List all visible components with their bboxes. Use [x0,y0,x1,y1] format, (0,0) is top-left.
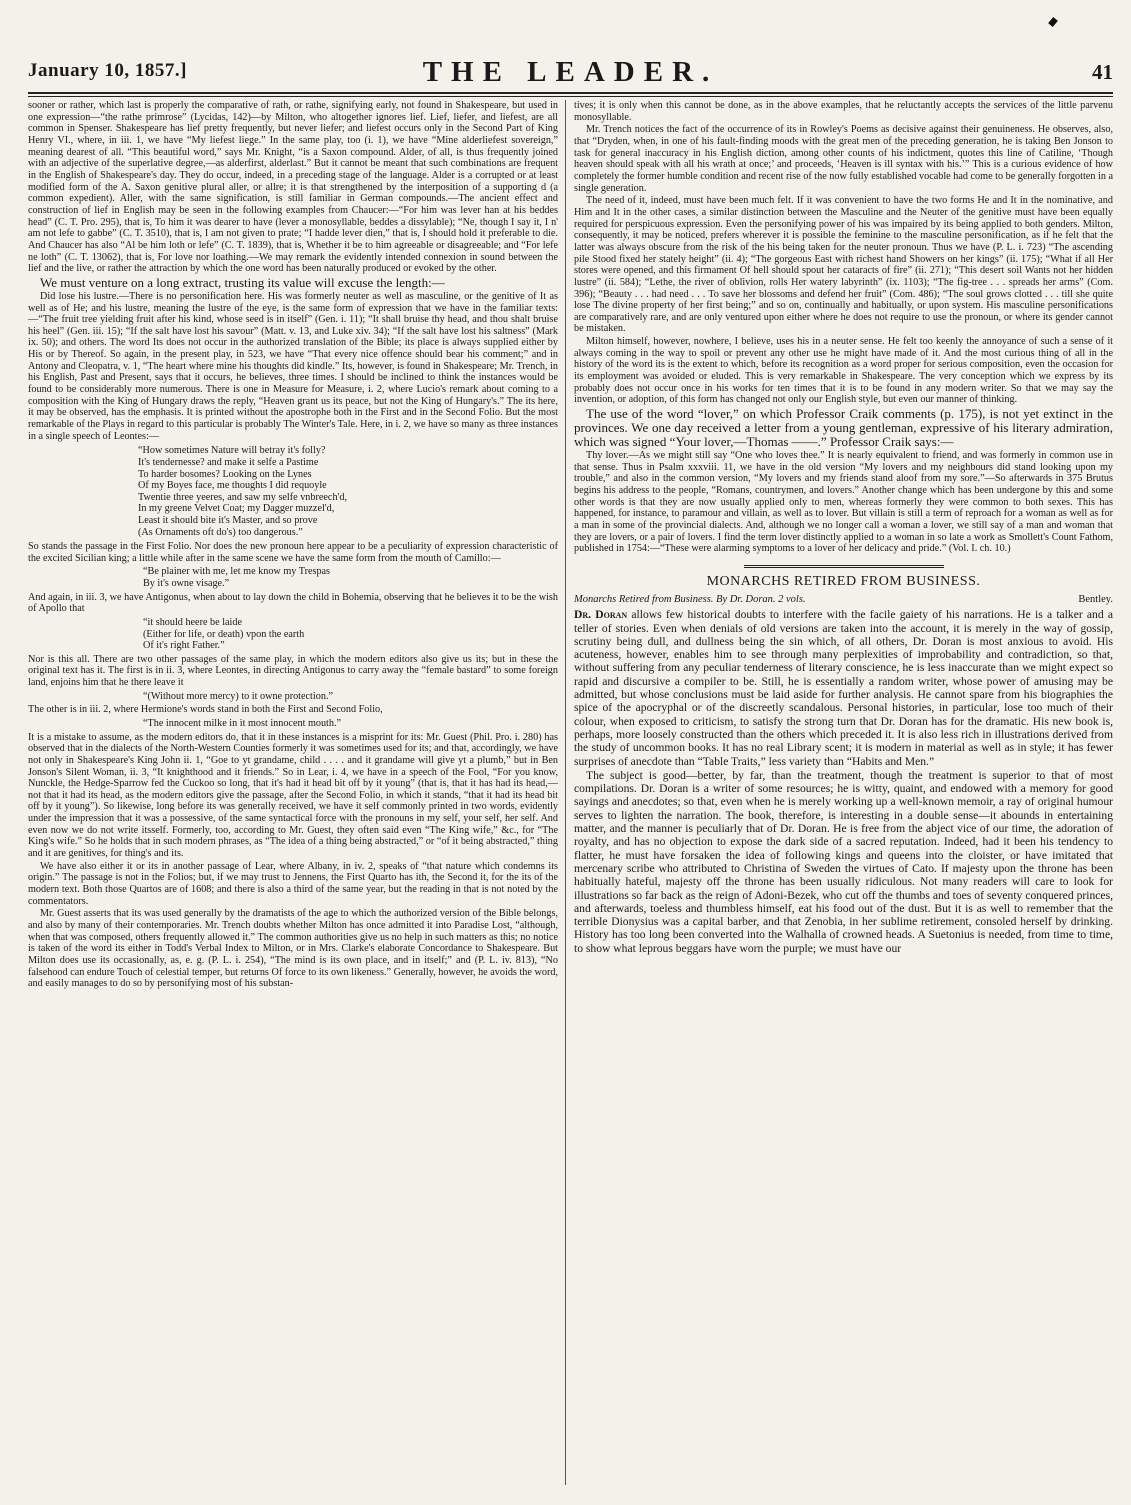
verse-line: “it should heere be laide [143,616,243,628]
review-title: MONARCHS RETIRED FROM BUSINESS. [706,573,981,589]
column-divider [565,100,566,1485]
extract-paragraph: Did lose his lustre.—There is no personification here. His was formerly neuter as well as masculine, or the genitive of It as well as of He; and his lustre, meaning the lustre of the eye, is the same form of expression that we have in the familiar texts:—“The fruit tree yielding fruit after his kind, whose seed is in itself” (Gen. i. 11); “It shall bruise thy head, and thou shalt bruise his heel” (Gen. iii. 15); “If the salt have lost his savour” (Matt. v. 13, and Luke xiv. 34); “If the salt have lost his saltness” (Mark ix. 50); and others. The word Its does not occur in the authorized translation of the Bible; its place is always supplied either by His or by Thereof. So again, in the present play, in 523, we have “That every nice offence should bear his comment;” and in Antony and Cleopatra, v. 1, “The heart where mine his thoughts did kindle.” Its, however, is found in Shakespeare; Mr. Trench, in his English, Past and Present, says that it occurs, he believes, three times. I should be inclined to think the instances would be found to be considerably more numerous. There is one in Measure for Measure, i. 2, where Lucio's remark about coming to a composition with the King of Hungary draws the reply, “Heaven grant us its peace, but not the King of Hungary's.” The its here, it may be observed, has the emphasis. It is printed without the apostrophe both in the First and in the Second Folio. But the most remarkable of the Plays in regard to this particular is probably The Winter's Tale. Here, in i. 2, we have so many as three instances in a single speech of Leontes:— [28,290,558,442]
extract-paragraph: So stands the passage in the First Folio. Nor does the new pronoun here appear to be a peculiarity of expression characteristic of the excited Sicilian king; a little while after in the same scene we have the same form from the mouth of Camillo:— [28,541,558,564]
header-rule [28,92,1113,94]
extract-paragraph: Mr. Trench notices the fact of the occurrence of its in Rowley's Poems as decisive against their genuineness. He observes, also, that “Dryden, when, in one of his fault-finding moods with the great men of the preceding generation, he is taking Ben Jonson to task for general inaccuracy in his English diction, among other counts of his indictment, quotes this line of Catiline, ‘Though heaven should speak with all his wrath at once;’ and proceeds, ‘Heaven is ill syntax with his.’” This is a curious evidence of how completely the former humble condition and recent rise of the now fully established vocable had come to be generally forgotten in a single generation. [574,124,1113,194]
verse-quote [28,718,558,730]
verse-line: Of it's right Father.” [143,640,225,652]
verse-line: (Either for life, or death) vpon the earth [143,628,305,640]
extract-paragraph: We have also either it or its in another passage of Lear, where Albany, in iv. 2, speaks of “that nature which condemns its origin.” The passage is not in the Folios; but, if we may trust to Jennens, the First Quarto has ith, the Second it, for the its of the modern text. Both those Quartos are of 1608; and there is also a third of the same year, but the reading in that is not noted by the commentators. [28,860,558,907]
review-paragraph [574,608,1113,768]
craik-intro: The use of the word “lover,” on which Professor Craik comments (p. 175), is not yet extinct in the provinces. We one day received a letter from a young gentleman, expressive of his literary admiration, which was signed “Your lover,—Thomas ——.” Professor Craik says:— [574,406,1113,450]
extract-paragraph: The need of it, indeed, must have been much felt. If it was convenient to have the two forms He and It in the nominative, and Him and It in the other cases, a similar distinction between the Masculine and the Neuter of the genitive must have been equally required for perspicuous expression. Even the personifying power of his was impaired by its being applied to both genders. Milton, consequently, it may be noticed, prefers wherever it is possible the feminine to the masculine personification, as if he felt that the latter was always obscure from the risk of the his being taken for the neuter pronoun. Thus we have (P. L. i. 723) “The ascending pile Stood fixed her stately height” (ii. 4); “The gorgeous East with richest hand Showers on her kings” (ii. 175); “What if all Her stores were opened, and this firmament Of hell should spout her cataracts of fire” (ii. 271); “This desert soil Wants not her hidden lustre” (ii. 584); “Lethe, the river of oblivion, rolls Her watery labyrinth” (ix. 1103); “The fig-tree . . . spreads her arms” (Com. 396); “Beauty . . . had need . . . To save her blossoms and defend her fruit” (Com. 486); “The soul grows clotted . . . till she quite lose The divine property of her first being;” and so on, continually and habitually, or upon system. His masculine personifications are comparatively rare, and are only ventured upon either where he does not require to use the pronoun, or where its gender cannot be mistaken. [574,195,1113,335]
extract-intro: We must venture on a long extract, trusting its value will excuse the length:— [40,274,445,290]
section-rule [744,565,944,568]
publisher: Bentley. [1078,593,1113,605]
verse-quote [28,566,558,589]
verse-line: In my greene Velvet Coat; my Dagger muzzel'd, [138,503,335,515]
extract-paragraph: And again, in iii. 3, we have Antigonus, when about to lay down the child in Bohemia, observing that he believes it to be the wish of Apollo that [28,591,558,615]
verse-line: To harder bosomes? Looking on the Lynes [138,468,312,480]
craik-extract: Thy lover.—As we might still say “One who loves thee.” It is nearly equivalent to friend, and was formerly in common use in that sense. Thus in Psalm xxxviii. 11, we have in the old version “My lovers and my neighbours did stand looking upon my trouble,” and also in the common version, “My lovers and my friends stand aloof from my sore.”—So afterwards in 375 Brutus begins his address to the people, “Romans, countrymen, and lovers.” Another change which has been undergone by this and some other words is that they are now usually applied only to men, whereas formerly they were common to both sexes. This has happened, for instance, to paramour and villain, as well as to lover. But villain is still a term of reproach for a woman as well as for a man in some of the provincial dialects. And, although we no longer call a woman a lover, we still say of a man and woman that they are lovers, or a pair of lovers. I find the term lover distinctly applied to a woman in so late a work as Smollett's Count Fathom, published in 1754:—“These were alarming symptoms to a lover of her delicacy and pride.” (Vol. I. ch. 10.) [574,450,1113,555]
extract-paragraph: Mr. Guest asserts that its was used generally by the dramatists of the age to which the authorized version of the Bible belongs, and also by many of their contemporaries. Mr. Trench doubts whether Milton has once admitted it into Paradise Lost, “although, when that was composed, others frequently allowed it.” The common authorities give us no help in such matters as this; no notice is taken of the word its either in Todd's Verbal Index to Milton, or in Mrs. Clarke's elaborate Concordance to Shakespeare. But Milton does use its occasionally, as, e. g. (P. L. i. 254), “The mind is its own place, and in itself;” and (P. L. iv. 813), “No falsehood can endure Touch of celestial temper, but returns Of force to its own likeness.” Generally, however, he avoids the word, and easily manages to do so by personifying most of his substan- [28,908,558,990]
extract-paragraph: It is a mistake to assume, as the modern editors do, that it in these instances is a misprint for its: Mr. Guest (Phil. Pro. i. 280) has observed that in the dialects of the North-Western Counties formerly it was sometimes used for its; and that, accordingly, we have not only in Shakespeare's King John ii. 1, “Goe to yt grandame, child . . . . and it grandame will give yt a plumb,” but in Ben Jonson's Silent Woman, ii. 3, “It knighthood and it friends.” So in Lear, i. 4, we have in a speech of the Fool, “For you know, Nunckle, the Hedge-Sparrow fed the Cuckoo so long, that it's had it head bit off by it young” (that is, that it has had its head,—not that it had its head, as the modern editors give the passage, after the Second Folio, in which it stands, “that it had its head bit off by it young”). So likewise, long before its was generally received, we have it self commonly printed in two words, evidently under the impression that it was a possessive, of the same syntactical force with the pronouns in my self, your self, her self. And even now we do not write itsself. Formerly, too, according to Mr. Guest, they often said even “The King wife,” &c., for “The King's wife.” So he holds that in such modern phrases, as “The idea of a thing being abstracted,” or “of it being abstracted,” thing and it are genitives, for thing's and its. [28,731,558,860]
ink-speck [1048,17,1058,27]
review-paragraph: The subject is good—better, by far, than the treatment, though the treatment is superior to that of most compilations. Dr. Doran is a writer of some resources; he is witty, quaint, and endowed with a memory for good sayings and anecdotes; so that, even when he is merely working up a well-known memoir, a ray of original humour serves to lighten the narration. The book, therefore, is interesting in a double sense—it abounds in entertaining matter, and the manner is peculiarly that of Dr. Doran. He is free from the abject vice of our time, the adoration of royalty, and has no objection to expose the dark side of a sacred reputation. Indeed, had it been his tendency to flatter, he must have forsaken the idea of following kings and queens into the cloister, or have imitated that mercenary scribe who attributed to Christina of Sweden the virtues of Cato. If majesty upon the throne has been habitually hateful, majesty off the throne has been usually ridiculous. Not many readers will care to look for illustrations so far back as the reign of Adoni-Bezek, who cut off the thumbs and toes of seventy conquered princes, and afterwards, toeless and thumbless himself, eat his food out of the dust. But it is as well to remember that the terrible Dionysius was a capital barber, and that Zenobia, in her sublime retirement, consoled herself by drinking. History has too long been converted into the Walhalla of crowned heads. A Suetonius is needed, from time to time, to show what leprous beggars have worn the purple; we must have our [574,768,1113,955]
extract-paragraph: tives; it is only when this cannot be done, as in the above examples, that he reluctantly accepts the services of the little parvenu monosyllable. [574,100,1113,123]
verse-quote [28,617,558,652]
verse-line: By it's owne visage.” [143,578,230,590]
extract-paragraph: The other is in iii. 2, where Hermione's words stand in both the First and Second Folio, [28,704,383,716]
verse-line: (As Ornaments oft do's) too dangerous.” [138,526,303,538]
verse-line: Twentie three yeeres, and saw my selfe vnbreech'd, [138,491,348,503]
newspaper-title: THE LEADER. [422,56,719,88]
page-number: 41 [1092,60,1113,84]
extract-paragraph: Nor is this all. There are two other passages of the same play, in which the modern editors also give us its; but in these the original text has it. The first is in ii. 3, where Leontes, in directing Antigonus to carry away the “female bastard” to some foreign land, enjoins him that he there leave it [28,653,558,689]
extract-paragraph: Milton himself, however, nowhere, I believe, uses his in a neuter sense. He felt too keenly the annoyance of such a sense of it always coming in the way to spoil or prevent any other use he might have made of it. And the most curious thing of all in the history of the word its is the extent to which, before its recognition as a word proper for serious composition, even the occasion for its employment was avoided or eluded. This is very remarkable in Shakespeare. The very conception which we express by its probably does not occur once in his works for ten times that it is to be found in any modern writer. So that we may say the invention, or adoption, of this form has changed not only our English style, but even our manner of thinking. [574,336,1113,406]
verse-line: Least it should bite it's Master, and so prove [138,514,318,526]
review-paragraph-text: allows few historical doubts to interfere with the facile gaiety of his narrations. He is a talker and a teller of stories. Even when denials of old versions are taken into the account, it is merely in the way of gossip, scrutiny being dull, and dullness being the sin which, of all others, Dr. Doran is most anxious to avoid. His acuteness, however, enables him to see through many perplexities of improbability and contradiction, so that, without suffering from any peculiar tenderness of literary conscience, he is less inaccurate than we might expect so rapid and discursive a compiler to be. Still, he is essentially a random writer, whose power of amusing may be admitted, but whose conclusions must be laid aside for further analysis. He cannot spare from his biographies the spice of the apocryphal or of the discreetly scandalous. Personal histories, in particular, lose too much of their colour, when exposed to criticism, to satisfy the strong turn that Dr. Doran has for the dramatic. His new book is, perhaps, more loosely constructed than the others which preceded it. It is also less rich in illustrations derived from the study of uncommon books. It has no real Library scent; it is modern in material as well as in style; it has fewer surprises of anecdote than “Table Traits,” less variety than “Habits and Men.” [574,608,1113,768]
review-dropcap: Dr. Doran [574,608,628,622]
verse-line: “The innocent milke in it most innocent mouth.” [143,717,342,729]
left-column [28,100,558,1491]
masthead [28,54,1113,94]
verse-line: “How sometimes Nature will betray it's folly? [138,445,326,457]
verse-line: “Be plainer with me, let me know my Trespas [143,566,331,578]
verse-line: “(Without more mercy) to it owne protection.” [143,690,333,702]
verse-quote [28,445,558,538]
verse-line: Of my Boyes face, me thoughts I did requoyle [138,480,327,492]
article-paragraph: sooner or rather, which last is properly the comparative of rath, or rathe, signifying early, not found in Shakespeare, but used in one expression—“the rathe primrose” (Lycidas, 142)—by Milton, who altogether ignores lief. Lief, liefer, and liefest, are all common in Spenser. Shakespeare has lief pretty frequently, but never liefer; and liefest occurs only in the Second Part of King Henry VI., where, in iii. 1, we have “My liefest liege.” In the same play, too (i. 1), we have “Mine alderliefest sovereign,” meaning dearest of all. “This beautiful word,” says Mr. Knight, “is a Saxon compound. Alder, of all, is thus frequently joined with an adjective of the superlative degree,—as alderfirst, alderlast.” But it cannot be meant that such combinations are frequent in the English of Shakespeare's day. They do occur, indeed, in a preceding stage of the language. Alder is a corrupted or at least modified form of the A. Saxon genitive plural aller, or allre; it is that strengthened by the interposition of a supporting d (a common expedient). Aller, with the same signification, is still familiar in German compounds.—The ancient effect and construction of lief in English may be seen in the following examples from Chaucer:—“For him was lever han at his beddes head” (C. T. Pro. 295), that is, To him it was dearer to have (lever a monosyllable, beddes a dissylable); “Ne, though I say it, I n' am not lefe to gabbe” (C. T. 3510), that is, I am not given to prate; “I hadde lever dien,” that is, I should hold it preferable to die. And Chaucer has also “Al be him loth or lefe” (C. T. 1839), that is, Whether it be to him agreeable or disagreeable; and “For lefe ne loth” (C. T. 13062), that is, For love nor loathing.—We may remark the evidently intended connexion in sound between the lief and the live, or rather the attraction by which the one word has been naturally produced or evoked by the other. [28,100,558,275]
issue-date: January 10, 1857.] [28,60,187,81]
book-title: Monarchs Retired from Business. By Dr. Doran. 2 vols. [574,593,806,605]
book-citation [574,594,1113,606]
verse-quote [28,691,558,703]
review-body [574,608,1113,955]
verse-line: It's tendernesse? and make it selfe a Pastime [138,456,319,468]
header-rule-thin [28,96,1113,97]
right-column [574,100,1113,1491]
